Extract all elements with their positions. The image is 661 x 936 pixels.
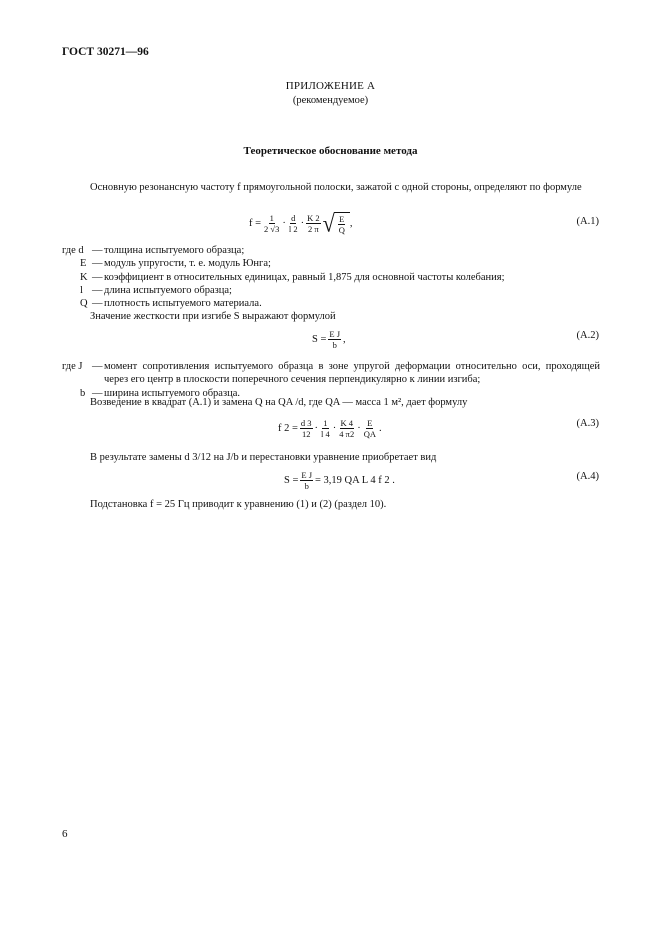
paragraph-substitution: В результате замены d 3/12 на J/b и перестановки уравнение приобретает вид (90, 452, 437, 463)
eq4-frac1-num: E J (301, 470, 313, 480)
equation-a3 (278, 418, 382, 439)
definition-row (62, 284, 600, 297)
paragraph-conclusion: Подстановка f = 25 Гц приводит к уравнению (1) и (2) (раздел 10). (90, 499, 387, 510)
eq4-lhs: S = (284, 475, 299, 486)
definition-key: l (80, 284, 83, 296)
eq1-frac2-den: l 2 (288, 224, 298, 234)
eq1-lhs: f = (249, 218, 262, 229)
eq3-frac3 (338, 418, 355, 439)
definition-dash: — (92, 361, 103, 372)
definition-dash: — (92, 284, 103, 296)
eq1-frac1 (263, 213, 280, 234)
appendix-title: ПРИЛОЖЕНИЕ А (285, 80, 376, 92)
definition-key: где d (62, 245, 84, 256)
definition-text: модуль упругости, т. е. модуль Юнга; (104, 258, 271, 270)
eq3-dot2: · (332, 423, 337, 434)
appendix-subtitle: (рекомендуемое) (292, 95, 369, 106)
eq3-frac1-num: d 3 (300, 418, 312, 428)
definition-row (62, 244, 600, 257)
eq2-frac1-den: b (332, 340, 337, 350)
eq1-sqrt-body (334, 212, 350, 235)
eq1-frac3-num: K 2 (307, 213, 320, 223)
eq1-frac4-den: Q (338, 225, 345, 235)
equation-number-a1: (A.1) (576, 216, 599, 227)
equation-a2 (312, 329, 346, 350)
definition-text: коэффициент в относительных единицах, равный 1,875 для основной частоты колебания; (104, 271, 505, 283)
eq1-sqrt (322, 209, 350, 237)
eq3-frac1 (300, 418, 313, 439)
eq1-frac2 (288, 213, 299, 234)
eq4-rhs: = 3,19 QA L 4 f 2 . (315, 475, 395, 486)
eq1-frac4-num: E (339, 214, 345, 224)
definition-text: длина испытуемого образца; (104, 284, 232, 296)
definition-row (62, 271, 600, 284)
definition-key: b (80, 387, 86, 399)
eq1-frac3-den: 2 π (308, 224, 319, 234)
eq4-frac1 (300, 470, 313, 491)
eq3-frac2-num: 1 (323, 418, 328, 428)
eq3-dot1: · (314, 423, 319, 434)
definition-dash: — (92, 245, 103, 256)
eq3-dot3: · (357, 423, 361, 434)
eq3-frac3-den: 4 π2 (339, 429, 355, 439)
paragraph-intro: Основную резонансную частоту f прямоугольной полоски, зажатой с одной стороны, определяют по формуле (90, 182, 582, 193)
eq3-lhs: f 2 = (278, 423, 298, 434)
eq3-tail: . (379, 423, 382, 434)
definition-text: плотность испытуемого материала. (104, 298, 262, 310)
eq1-frac1-num: 1 (269, 213, 274, 223)
definitions-list-2 (62, 360, 600, 400)
eq1-tail: , (349, 218, 353, 229)
definition-key: Q (80, 298, 88, 310)
definition-row (62, 257, 600, 270)
equation-number-a3: (A.3) (576, 418, 599, 429)
definition-dash: — (92, 387, 103, 399)
definition-key: K (80, 271, 88, 283)
eq1-dot2: · (300, 218, 305, 229)
definition-key: где J (62, 361, 83, 372)
definition-text: толщина испытуемого образца; (104, 245, 245, 256)
page-number: 6 (62, 828, 68, 840)
paragraph-squaring: Возведение в квадрат (А.1) и замена Q на QA /d, где QA — масса 1 м², дает формулу (90, 397, 468, 408)
eq4-frac1-den: b (304, 481, 309, 491)
equation-number-a2: (A.2) (576, 330, 599, 341)
eq3-frac2 (320, 418, 331, 439)
eq3-frac4-num: E (367, 418, 373, 428)
eq3-frac2-den: l 4 (321, 429, 330, 439)
document-code: ГОСТ 30271—96 (62, 46, 149, 58)
definition-row (62, 360, 600, 387)
eq2-frac1 (328, 329, 341, 350)
definition-text: момент сопротивления испытуемого образца в зоне упругой деформации относительно оси, проходящей через его центр в плоскости поперечного сечения перпендикулярно к линии изгиба; (104, 361, 600, 386)
eq1-frac3 (306, 213, 321, 234)
equation-a4 (284, 470, 395, 491)
eq1-frac1-den: 2 √3 (264, 224, 280, 234)
eq3-frac4-den: QA (363, 429, 376, 439)
equation-number-a4: (A.4) (576, 471, 599, 482)
eq3-frac4 (363, 418, 377, 439)
definition-dash: — (92, 271, 103, 283)
definition-text: ширина испытуемого образца. (104, 387, 241, 399)
eq2-lhs: S = (312, 334, 327, 345)
eq3-frac1-den: 12 (301, 429, 311, 439)
definitions-list-1 (62, 244, 600, 310)
equation-a1 (249, 209, 353, 237)
paragraph-stiffness: Значение жесткости при изгибе S выражают формулой (90, 311, 336, 322)
eq2-tail: , (343, 334, 346, 345)
definition-dash: — (92, 258, 103, 270)
eq1-dot1: · (282, 218, 286, 229)
definition-dash: — (92, 298, 103, 310)
definition-row (62, 297, 600, 310)
eq2-frac1-num: E J (329, 329, 341, 339)
eq1-frac2-num: d (291, 213, 296, 223)
definition-key: E (80, 258, 87, 270)
eq1-frac4 (338, 214, 346, 235)
sqrt-icon: √ (322, 209, 335, 237)
eq3-frac3-num: K 4 (340, 418, 354, 428)
section-title: Теоретическое обоснование метода (243, 145, 418, 157)
